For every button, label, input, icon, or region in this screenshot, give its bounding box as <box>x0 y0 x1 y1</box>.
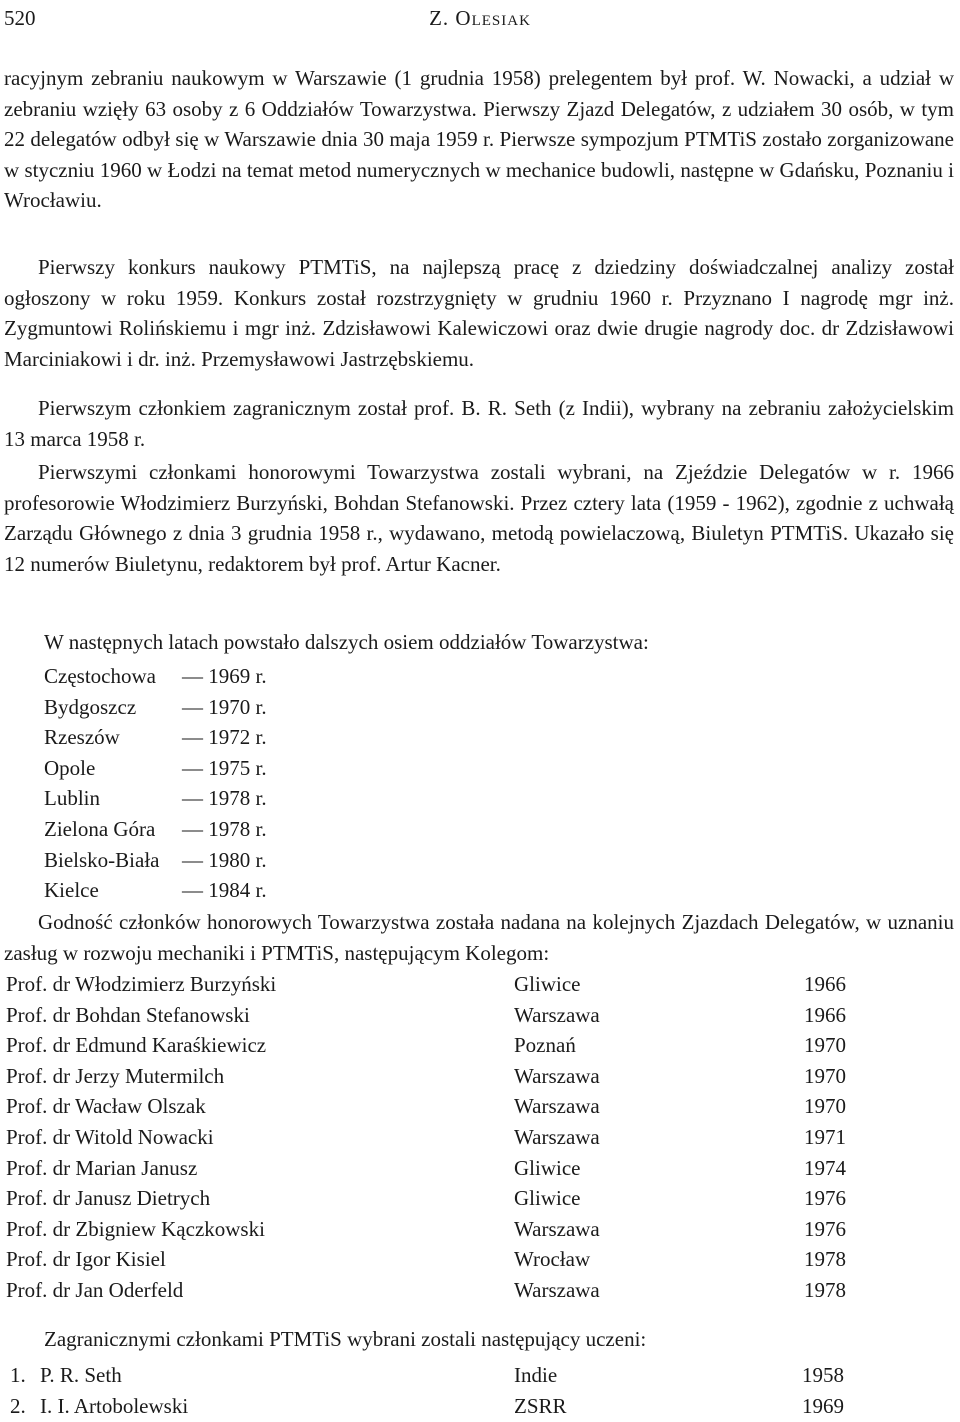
member-year: 1970 <box>804 1094 846 1119</box>
honorary-member-row <box>6 1183 846 1214</box>
honorary-member-row <box>6 1275 846 1306</box>
member-name: Prof. dr Edmund Karaśkiewicz <box>6 1033 267 1058</box>
paragraph-godnosc <box>4 907 954 968</box>
author-surname: LESIAK <box>471 13 531 29</box>
paragraph-konkurs <box>4 252 954 374</box>
oddzial-row <box>44 814 267 845</box>
zagraniczni-intro: Zagranicznymi członkami PTMTiS wybrani zostali następujący uczeni: <box>44 1327 647 1351</box>
oddzial-year: — 1970 r. <box>182 694 267 719</box>
honorary-member-row <box>6 1122 846 1153</box>
oddzial-city: Częstochowa <box>44 664 156 688</box>
oddzial-year: — 1984 r. <box>182 878 267 903</box>
member-name: Prof. dr Igor Kisiel <box>6 1247 166 1272</box>
member-year: 1970 <box>804 1063 846 1088</box>
member-year: 1978 <box>804 1247 846 1272</box>
member-city: Warszawa <box>514 1124 600 1149</box>
oddzial-year: — 1978 r. <box>182 816 267 841</box>
oddzial-city: Kielce <box>44 878 99 903</box>
member-name: Prof. dr Witold Nowacki <box>6 1124 214 1149</box>
member-city: Warszawa <box>514 1216 600 1241</box>
author-initial: Z. O <box>429 6 472 30</box>
oddzialy-list <box>44 661 267 906</box>
member-city: Warszawa <box>514 1277 600 1302</box>
oddzial-row <box>44 783 267 814</box>
member-name: P. R. Seth <box>40 1363 122 1387</box>
member-name: Prof. dr Zbigniew Kączkowski <box>6 1216 265 1241</box>
honorary-member-row <box>6 969 846 1000</box>
member-name: Prof. dr Janusz Dietrych <box>6 1186 211 1211</box>
member-year: 1969 <box>802 1394 844 1418</box>
member-city: Poznań <box>514 1033 576 1058</box>
member-city: Gliwice <box>514 972 581 996</box>
honorary-member-row <box>6 1091 846 1122</box>
oddzial-city: Bielsko-Biała <box>44 847 160 872</box>
page-number: 520 <box>4 6 36 30</box>
member-name: Prof. dr Bohdan Stefanowski <box>6 1002 250 1027</box>
oddzial-city: Zielona Góra <box>44 816 156 841</box>
foreign-members-list <box>10 1360 844 1422</box>
paragraph-text: Pierwszy konkurs naukowy PTMTiS, na najlepszą pracę z dziedziny doświadczalnej analizy został ogłoszony w roku 1959. Konkurs został rozstrzygnięty w grudniu 1960 r. Przyznano I nagrodę mgr inż. Zygmuntowi Rolińskiemu i mgr inż. Zdzisławowi Kalewiczowi oraz dwie drugie nagrody doc. dr Zdzisławowi Marciniakowi i dr. inż. Przemysławowi Jastrzębskiemu. <box>4 255 954 371</box>
paragraph-text: Pierwszym członkiem zagranicznym został prof. B. R. Seth (z Indii), wybrany na zebraniu założycielskim 13 marca 1958 r. <box>4 396 954 451</box>
oddzial-year: — 1969 r. <box>182 664 267 688</box>
oddzial-city: Bydgoszcz <box>44 694 137 719</box>
honorary-member-row <box>6 1214 846 1245</box>
foreign-member-row <box>10 1360 844 1391</box>
member-year: 1966 <box>804 972 846 996</box>
oddzial-city: Lublin <box>44 786 100 811</box>
running-head-author <box>4 6 956 31</box>
member-number: 2. <box>10 1394 26 1418</box>
oddzial-year: — 1980 r. <box>182 847 267 872</box>
member-year: 1978 <box>804 1277 846 1302</box>
oddzial-row <box>44 875 267 906</box>
member-year: 1974 <box>804 1155 846 1180</box>
member-name: Prof. dr Jan Oderfeld <box>6 1277 184 1302</box>
oddzial-row <box>44 661 267 692</box>
member-year: 1958 <box>802 1363 844 1387</box>
member-name: Prof. dr Wacław Olszak <box>6 1094 206 1119</box>
oddzial-row <box>44 722 267 753</box>
oddzial-row <box>44 753 267 784</box>
honorary-member-row <box>6 1153 846 1184</box>
honorary-member-row <box>6 1030 846 1061</box>
member-year: 1970 <box>804 1033 846 1058</box>
member-name: I. I. Artobolewski <box>40 1394 189 1418</box>
member-city: Gliwice <box>514 1155 581 1180</box>
member-city: Warszawa <box>514 1002 600 1027</box>
honorary-member-row <box>6 1000 846 1031</box>
oddzial-row <box>44 845 267 876</box>
paragraph-text: racyjnym zebraniu naukowym w Warszawie (1 grudnia 1958) prelegentem był prof. W. Nowacki, a udział w zebraniu wzięły 63 osoby z 6 Oddziałów Towarzystwa. Pierwszy Zjazd Delegatów, z udziałem 30 osób, w tym 22 delegatów odbył się w Warszawie dnia 30 maja 1959 r. Pierwsze sympozjum PTMTiS zostało zorganizowane w styczniu 1960 w Łodzi na temat metod numerycznych w mechanice budowli, następne w Gdańsku, Poznaniu i Wrocławiu. <box>4 66 954 213</box>
oddzial-year: — 1975 r. <box>182 755 267 780</box>
member-city: Warszawa <box>514 1094 600 1119</box>
oddzial-year: — 1978 r. <box>182 786 267 811</box>
honorary-members-list <box>6 969 846 1306</box>
oddzialy-intro: W następnych latach powstało dalszych osiem oddziałów Towarzystwa: <box>44 630 649 654</box>
member-country: ZSRR <box>514 1394 567 1418</box>
honorary-member-row <box>6 1061 846 1092</box>
member-city: Gliwice <box>514 1186 581 1211</box>
member-year: 1976 <box>804 1186 846 1211</box>
paragraph-text: Godność członków honorowych Towarzystwa została nadana na kolejnych Zjazdach Delegatów, w uznaniu zasług w rozwoju mechaniki i PTMTiS, następującym Kolegom: <box>4 910 954 965</box>
oddzial-row <box>44 692 267 723</box>
oddzial-city: Rzeszów <box>44 725 120 750</box>
oddzial-city: Opole <box>44 755 96 780</box>
page-header <box>4 4 956 36</box>
member-number: 1. <box>10 1363 26 1387</box>
member-name: Prof. dr Jerzy Mutermilch <box>6 1063 225 1088</box>
paragraph-text: Pierwszymi członkami honorowymi Towarzystwa zostali wybrani, na Zjeździe Delegatów w r. 1966 profesorowie Włodzimierz Burzyński, Bohdan Stefanowski. Przez cztery lata (1959 - 1962), zgodnie z uchwałą Zarządu Głównego z dnia 3 grudnia 1958 r., wydawano, metodą powielaczową, Biuletyn PTMTiS. Ukazało się 12 numerów Biuletynu, redaktorem był prof. Artur Kacner. <box>4 460 954 576</box>
honorary-member-row <box>6 1244 846 1275</box>
member-city: Warszawa <box>514 1063 600 1088</box>
paragraph-zjazd <box>4 63 954 216</box>
member-country: Indie <box>514 1363 558 1387</box>
member-year: 1976 <box>804 1216 846 1241</box>
member-year: 1971 <box>804 1124 846 1149</box>
member-year: 1966 <box>804 1002 846 1027</box>
paragraph-czlonek-zagraniczny <box>4 393 954 454</box>
member-city: Wrocław <box>514 1247 591 1272</box>
member-name: Prof. dr Marian Janusz <box>6 1155 198 1180</box>
member-name: Prof. dr Włodzimierz Burzyński <box>6 972 277 996</box>
paragraph-czlonkowie-honorowi <box>4 457 954 579</box>
foreign-member-row <box>10 1391 844 1422</box>
oddzial-year: — 1972 r. <box>182 725 267 750</box>
